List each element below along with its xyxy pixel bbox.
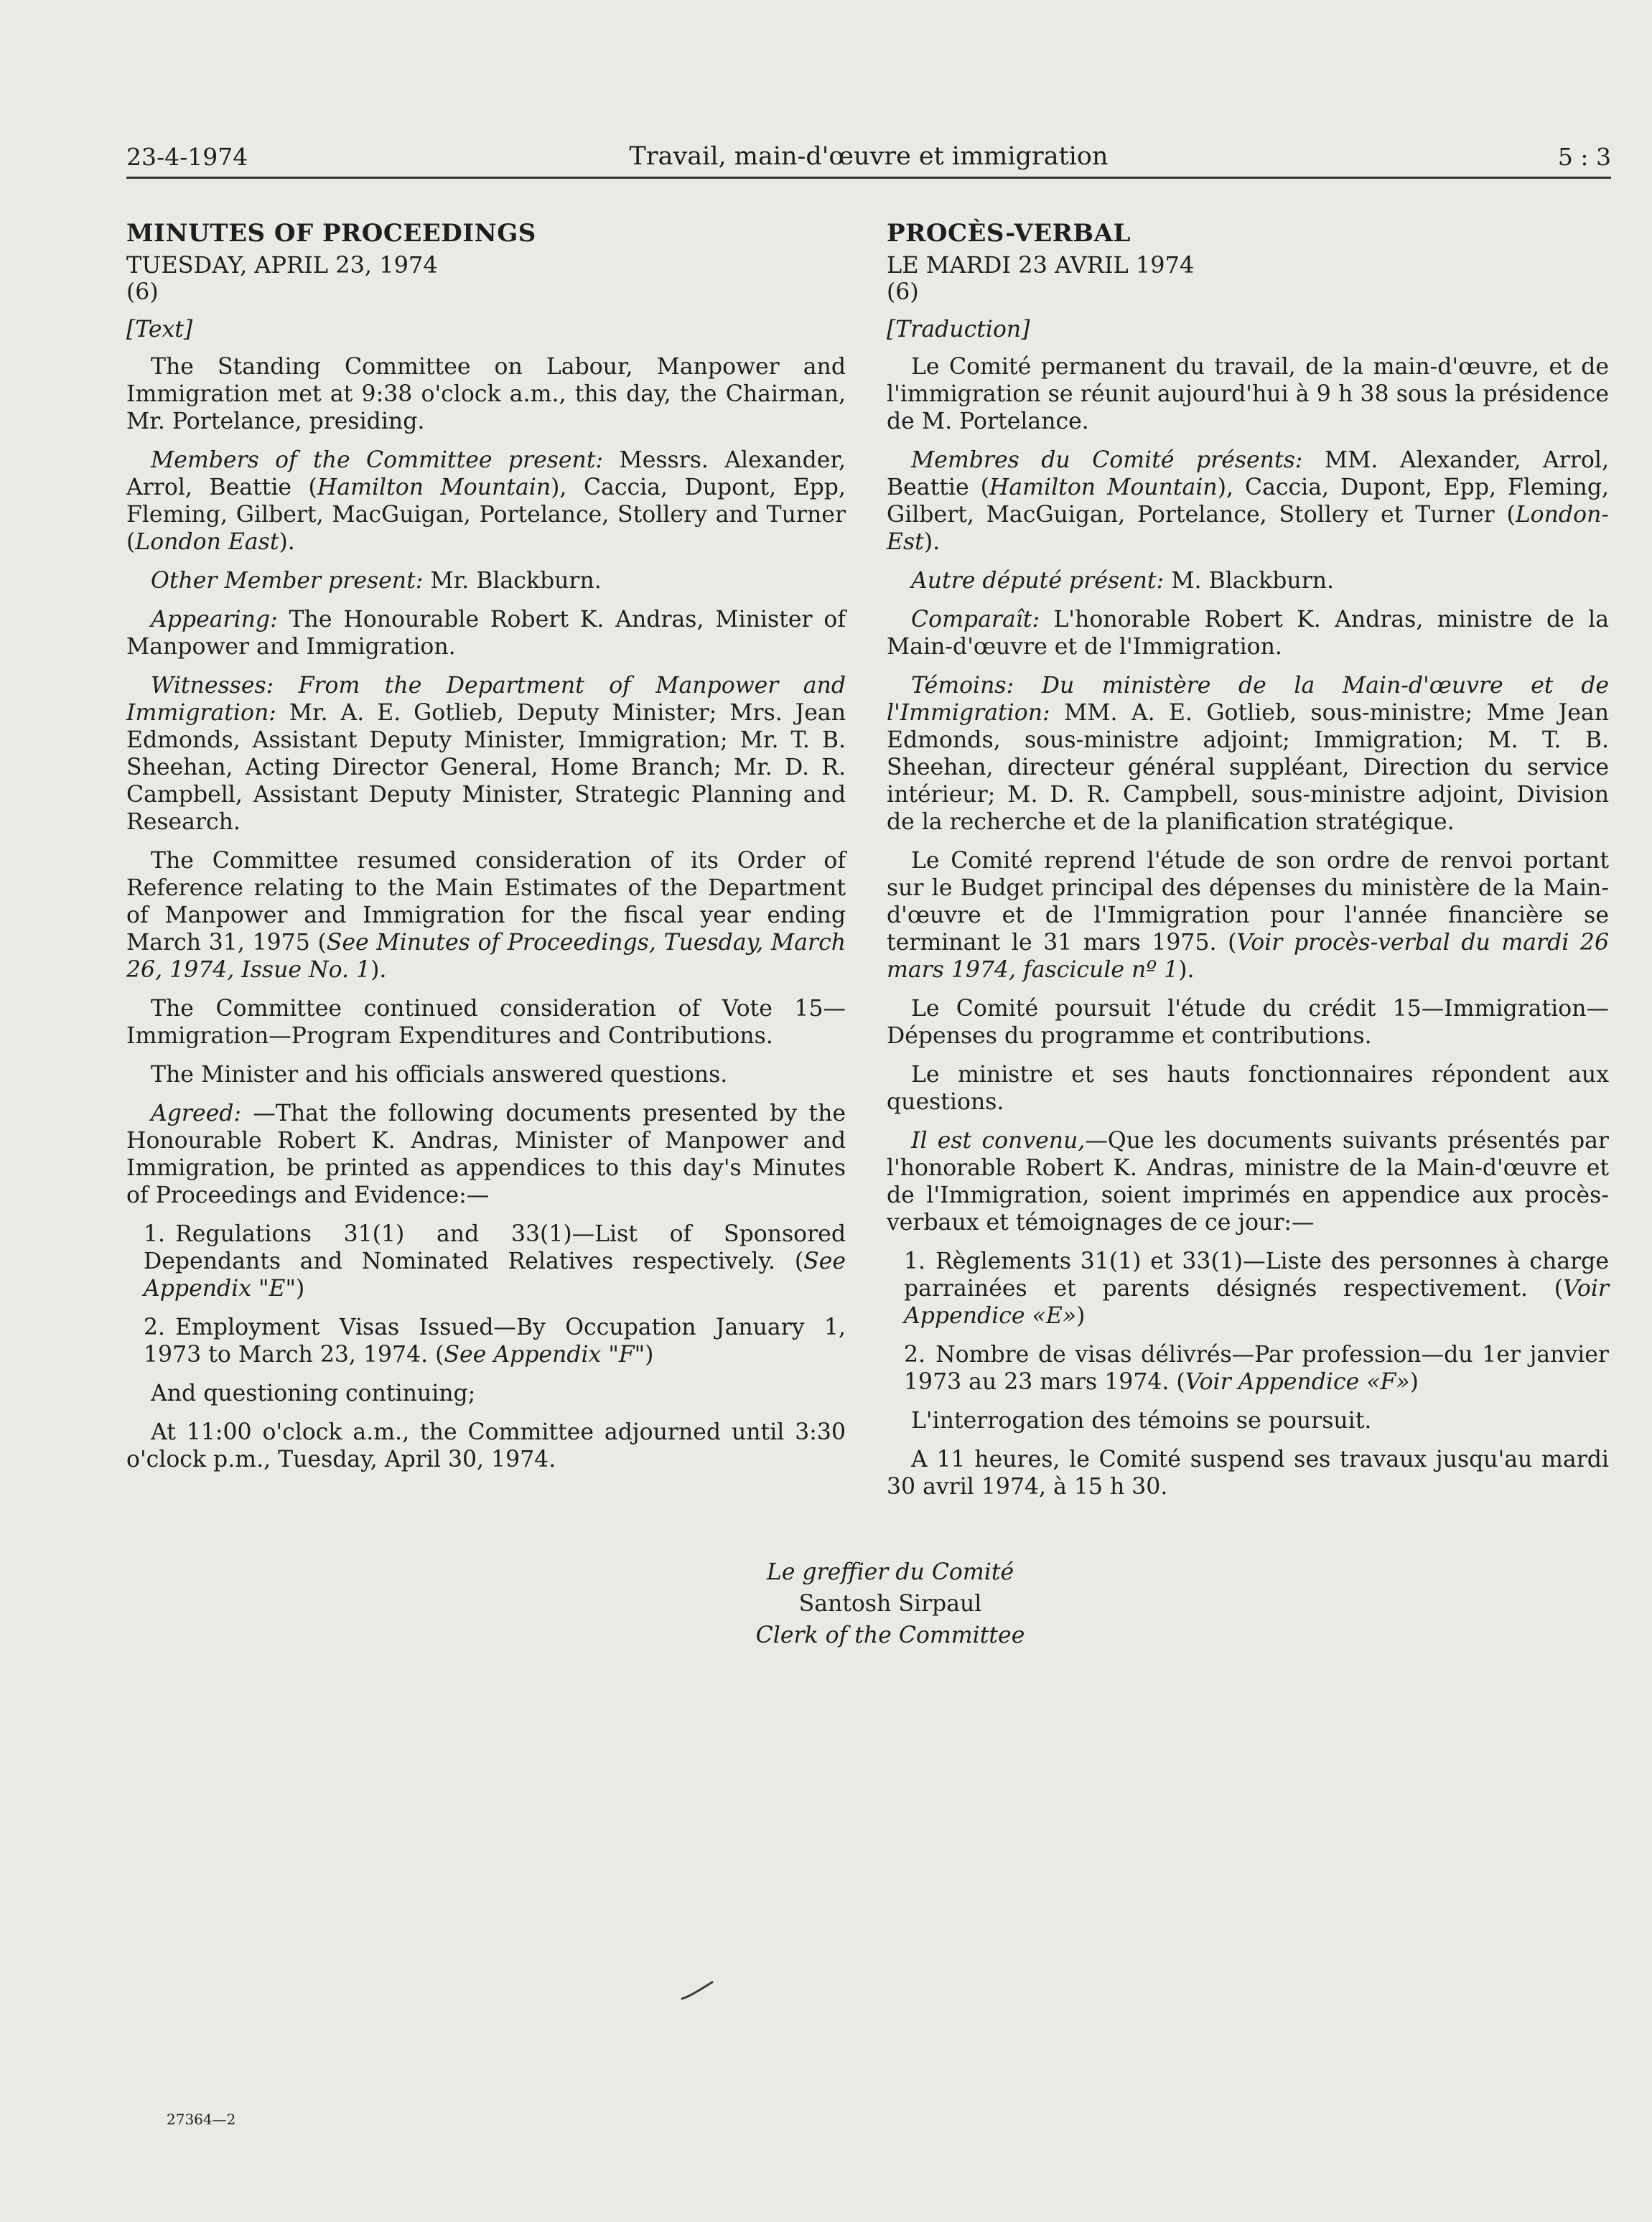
french-appendix-list [887, 1248, 1609, 1396]
french-sitting-number: (6) [887, 279, 919, 305]
clerk-signature-block [704, 1556, 1077, 1651]
french-members-present: Membres du Comité présents: MM. Alexander, Arrol, Beattie (Hamilton Mountain), Caccia, Dupont, Epp, Fleming, Gilbert, MacGuigan, Portelance, Stollery et Turner (London-Est). [887, 447, 1609, 555]
english-resumed-paragraph: The Committee resumed consideration of its Order of Reference relating to the Main Estimates of the Department of Manpower and Immigration for the fiscal year ending March 31, 1975 (See Minutes of Proceedings, Tuesday, March 26, 1974, Issue No. 1). [126, 848, 846, 983]
english-appendix-list [126, 1220, 846, 1368]
english-vote-paragraph: The Committee continued consideration of Vote 15—Immigration—Program Expenditures and Contributions. [126, 996, 846, 1049]
english-title: MINUTES OF PROCEEDINGS [126, 219, 536, 248]
list-item: 2. Employment Visas Issued—By Occupation January 1, 1973 to March 23, 1974. (See Appendix "F") [144, 1315, 846, 1368]
french-resumed-paragraph: Le Comité reprend l'étude de son ordre de renvoi portant sur le Budget principal des dépenses du ministère de la Main-d'œuvre et de l'Immigration pour l'année financière se terminant le 31 mars 1975. (Voir procès-verbal du mardi 26 mars 1974, fascicule nº 1). [887, 848, 1609, 983]
english-members-label: Members of the Committee present: [151, 447, 604, 473]
english-witnesses: Witnesses: From the Department of Manpower and Immigration: Mr. A. E. Gotlieb, Deputy Minister; Mrs. Jean Edmonds, Assistant Deputy Minister, Immigration; Mr. T. B. Sheehan, Acting Director General, Home Branch; Mr. D. R. Campbell, Assistant Deputy Minister, Strategic Planning and Research. [126, 673, 846, 835]
clerk-name: Santosh Sirpaul [798, 1591, 982, 1617]
french-column [887, 220, 1609, 1512]
header-date: 23-4-1974 [126, 143, 248, 171]
french-witnesses: Témoins: Du ministère de la Main-d'œuvre et de l'Immigration: MM. A. E. Gotlieb, sous-ministre; Mme Jean Edmonds, sous-ministre adjoint; Immigration; M. T. B. Sheehan, directeur général suppléant, Direction du service intérieur; M. D. R. Campbell, sous-ministre adjoint, Division de la recherche et de la planification stratégique. [887, 673, 1609, 835]
english-agreed-paragraph: Agreed: —That the following documents presented by the Honourable Robert K. Andras, Minister of Manpower and Immigration, be printed as appendices to this day's Minutes of Proceedings and Evidence:— [126, 1101, 846, 1208]
list-item: 1. Règlements 31(1) et 33(1)—Liste des personnes à charge parrainées et parents désignés respectivement. (Voir Appendice «E») [904, 1248, 1609, 1329]
english-column [126, 220, 846, 1485]
french-questioning-paragraph: L'interrogation des témoins se poursuit. [911, 1408, 1372, 1434]
running-header [126, 136, 1611, 179]
english-questioning-paragraph: And questioning continuing; [151, 1381, 476, 1406]
english-appearing: Appearing: The Honourable Robert K. Andras, Minister of Manpower and Immigration. [126, 607, 846, 660]
header-title: Travail, main-d'œuvre et immigration [629, 142, 1109, 171]
list-item: 2. Nombre de visas délivrés—Par profession—du 1er janvier 1973 au 23 mars 1974. (Voir Appendice «F») [904, 1342, 1609, 1395]
english-other-member: Other Member present: Mr. Blackburn. [151, 568, 602, 594]
english-minister-paragraph: The Minister and his officials answered questions. [151, 1062, 728, 1088]
header-page-number: 5 : 3 [1557, 143, 1611, 171]
french-opening-paragraph: Le Comité permanent du travail, de la main-d'œuvre, et de l'immigration se réunit aujourd'hui à 9 h 38 sous la présidence de M. Portelance. [887, 354, 1609, 434]
list-item: 1. Regulations 31(1) and 33(1)—List of Sponsored Dependants and Nominated Relatives respectively. (See Appendix "E") [144, 1221, 846, 1302]
french-adjourn-paragraph: A 11 heures, le Comité suspend ses travaux jusqu'au mardi 30 avril 1974, à 15 h 30. [887, 1447, 1609, 1500]
english-members-present: Members of the Committee present: Messrs. Alexander, Arrol, Beattie (Hamilton Mountain), Caccia, Dupont, Epp, Fleming, Gilbert, MacGuigan, Portelance, Stollery and Turner (London East). [126, 447, 846, 555]
french-agreed-paragraph: Il est convenu,—Que les documents suivants présentés par l'honorable Robert K. Andras, ministre de la Main-d'œuvre et de l'Immigration, soient imprimés en appendice aux procès-verbaux et témoignages de ce jour:— [887, 1128, 1609, 1236]
french-vote-paragraph: Le Comité poursuit l'étude du crédit 15—Immigration—Dépenses du programme et contributions. [887, 996, 1609, 1049]
pencil-tick-mark-icon [681, 1980, 714, 2002]
french-appearing: Comparaît: L'honorable Robert K. Andras, ministre de la Main-d'œuvre et de l'Immigration. [887, 607, 1609, 660]
english-date: TUESDAY, APRIL 23, 1974 [126, 251, 438, 279]
print-code: 27364—2 [167, 2111, 236, 2128]
english-opening-paragraph: The Standing Committee on Labour, Manpower and Immigration met at 9:38 o'clock a.m., this day, the Chairman, Mr. Portelance, presiding. [126, 354, 846, 434]
clerk-title-english: Clerk of the Committee [755, 1623, 1025, 1648]
english-adjourn-paragraph: At 11:00 o'clock a.m., the Committee adjourned until 3:30 o'clock p.m., Tuesday, April 30, 1974. [126, 1419, 846, 1472]
french-title: PROCÈS-VERBAL [887, 219, 1131, 248]
french-text-tag: [Traduction] [887, 317, 1030, 342]
english-sitting-number: (6) [126, 279, 159, 305]
french-date: LE MARDI 23 AVRIL 1974 [887, 251, 1195, 279]
french-other-member: Autre député présent: M. Blackburn. [911, 568, 1335, 594]
english-text-tag: [Text] [126, 317, 193, 342]
french-minister-paragraph: Le ministre et ses hauts fonctionnaires répondent aux questions. [887, 1062, 1609, 1115]
clerk-title-french: Le greffier du Comité [766, 1559, 1014, 1585]
